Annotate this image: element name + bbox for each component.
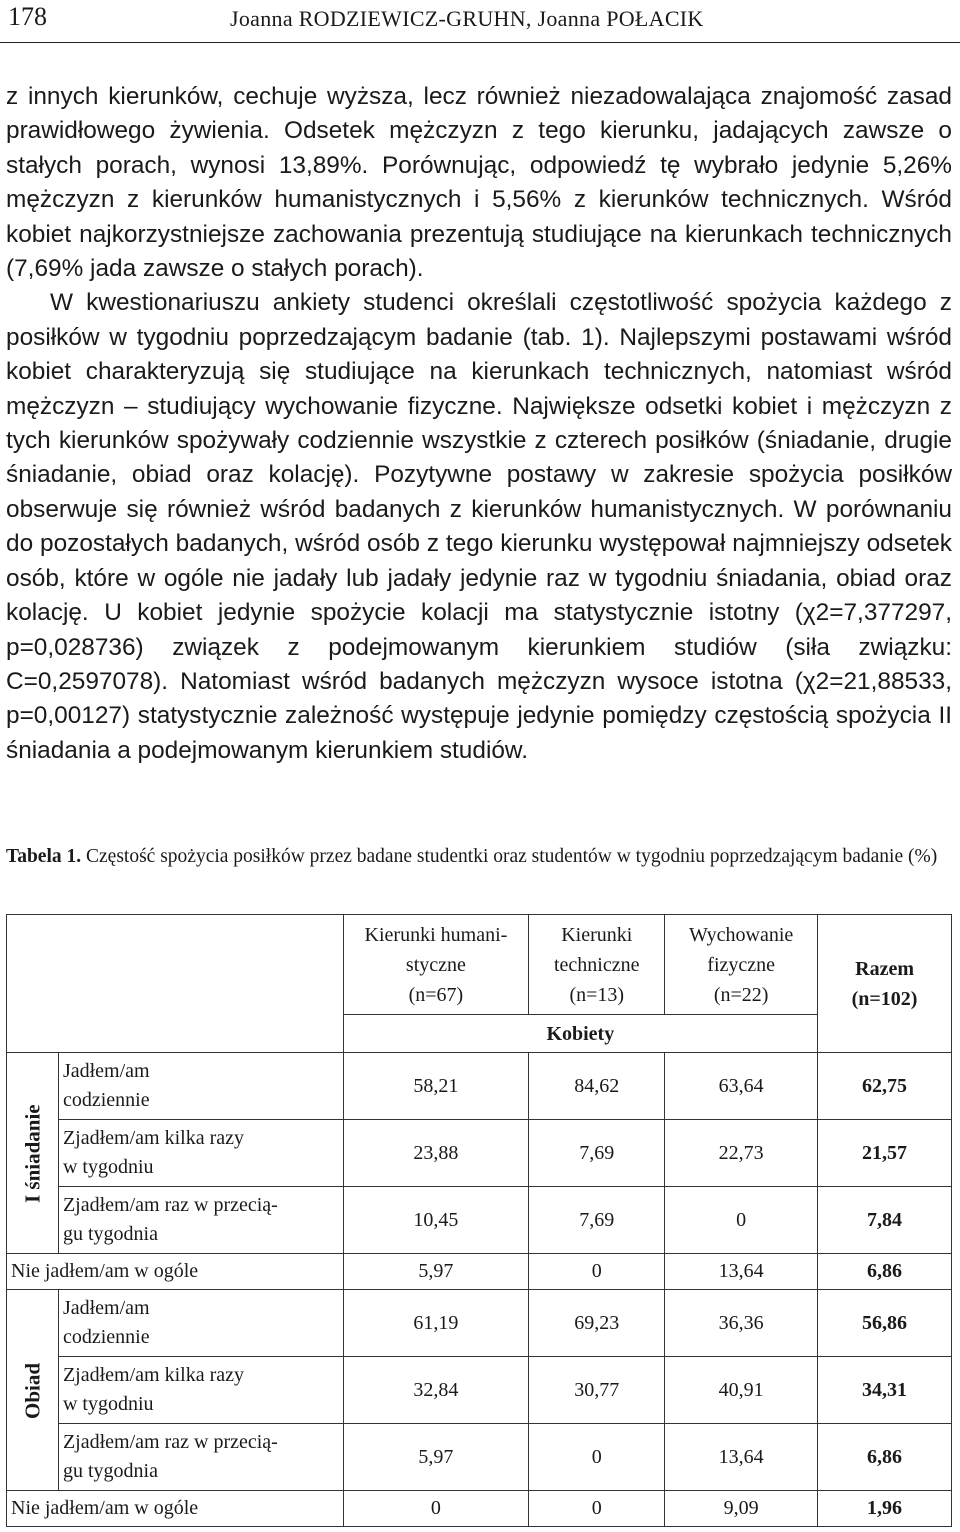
row-label: Zjadłem/am raz w przecią- gu tygodnia [58,1424,343,1491]
cell-total: 6,86 [818,1424,952,1491]
table-corner [7,915,344,1053]
data-table [6,914,952,1527]
cell-total: 56,86 [818,1290,952,1357]
cell: 36,36 [665,1290,818,1357]
cell: 30,77 [529,1357,665,1424]
table-row [7,1424,952,1491]
cell: 0 [529,1424,665,1491]
subheader-women: Kobiety [343,1015,818,1053]
group-label-breakfast: I śniadanie [7,1053,59,1254]
caption-label: Tabela 1. [6,846,82,867]
table-row [7,1254,952,1290]
row-label: Jadłem/am codziennie [58,1053,343,1120]
table-row [7,1357,952,1424]
table-row [7,1053,952,1120]
cell: 69,23 [529,1290,665,1357]
page-number: 178 [8,2,47,31]
cell: 0 [343,1491,529,1527]
table-row [7,1120,952,1187]
row-label: Zjadłem/am raz w przecią- gu tygodnia [58,1187,343,1254]
cell: 0 [529,1254,665,1290]
cell: 84,62 [529,1053,665,1120]
cell: 23,88 [343,1120,529,1187]
caption-text: Częstość spożycia posiłków przez badane studentki oraz studentów w tygodniu poprzedzającym badanie (%) [81,846,938,867]
col-header-humanistic: Kierunki humani- styczne (n=67) [343,915,529,1015]
group-label-lunch: Obiad [7,1290,59,1491]
cell: 13,64 [665,1424,818,1491]
cell: 40,91 [665,1357,818,1424]
cell: 0 [529,1491,665,1527]
row-label: Zjadłem/am kilka razy w tygodniu [58,1120,343,1187]
paragraph-2: W kwestionariuszu ankiety studenci określali częstotliwość spożycia każdego z posiłków w tygodniu poprzedzającym badanie (tab. 1). Najlepszymi postawami wśród kobiet charakteryzują się studiujące na kierunkach technicznych, natomiast wśród mężczyzn – studiujący wychowanie fizyczne. Największe odsetki kobiet i mężczyzn z tych kierunków spożywały codziennie wszystkie z czterech posiłków (śniadanie, drugie śniadanie, obiad oraz kolację). Pozytywne postawy w zakresie spożycia posiłków obserwuje się również wśród badanych z kierunków humanistycznych. W porównaniu do pozostałych badanych, wśród osób z tego kierunku występował najmniejszy odsetek osób, które w ogóle nie jadały lub jadały jedynie raz w tygodniu śniadania, obiad oraz kolację. U kobiet jedynie spożycie kolacji ma statystycznie istotny (χ2=7,377297, p=0,028736) związek z podejmowanym kierunkiem studiów (siła związku: C=0,2597078). Natomiast wśród badanych mężczyzn wysoce istotna (χ2=21,88533, p=0,00127) statystycznie zależność występuje jedynie pomiędzy częstością spożycia II śniadania a podejmowanym kierunkiem studiów. [6,289,952,764]
row-label: Zjadłem/am kilka razy w tygodniu [58,1357,343,1424]
col-header-technical: Kierunki techniczne (n=13) [529,915,665,1015]
table-caption [6,843,952,871]
table-row [7,1290,952,1357]
cell: 5,97 [343,1254,529,1290]
row-label: Nie jadłem/am w ogóle [7,1254,344,1290]
cell: 13,64 [665,1254,818,1290]
cell: 7,69 [529,1187,665,1254]
cell: 22,73 [665,1120,818,1187]
cell: 10,45 [343,1187,529,1254]
cell: 32,84 [343,1357,529,1424]
col-header-total: Razem (n=102) [818,915,952,1053]
cell: 5,97 [343,1424,529,1491]
table-row [7,1491,952,1527]
cell-total: 1,96 [818,1491,952,1527]
row-label: Nie jadłem/am w ogóle [7,1491,344,1527]
cell-total: 21,57 [818,1120,952,1187]
cell-total: 34,31 [818,1357,952,1424]
running-head-authors: Joanna RODZIEWICZ-GRUHN, Joanna POŁACIK [230,6,704,31]
row-label: Jadłem/am codziennie [58,1290,343,1357]
paragraph-1: z innych kierunków, cechuje wyższa, lecz również niezadowalająca znajomość zasad prawidłowego żywienia. Odsetek mężczyzn z tego kierunku, jadających zawsze o stałych porach, wynosi 13,89%. Porównując, odpowiedź tę wybrało jedynie 5,26% mężczyzn z kierunków humanistycznych i 5,56% z kierunków technicznych. Wśród kobiet najkorzystniejsze zachowania prezentują studiujące na kierunkach technicznych (7,69% jada zawsze o stałych porach). [6,83,952,283]
cell-total: 7,84 [818,1187,952,1254]
col-header-pe: Wychowanie fizyczne (n=22) [665,915,818,1015]
table-row [7,1187,952,1254]
cell: 9,09 [665,1491,818,1527]
cell: 7,69 [529,1120,665,1187]
cell: 0 [665,1187,818,1254]
cell: 61,19 [343,1290,529,1357]
cell-total: 62,75 [818,1053,952,1120]
cell: 63,64 [665,1053,818,1120]
body-text [6,80,952,768]
cell-total: 6,86 [818,1254,952,1290]
cell: 58,21 [343,1053,529,1120]
page-header [0,0,960,43]
